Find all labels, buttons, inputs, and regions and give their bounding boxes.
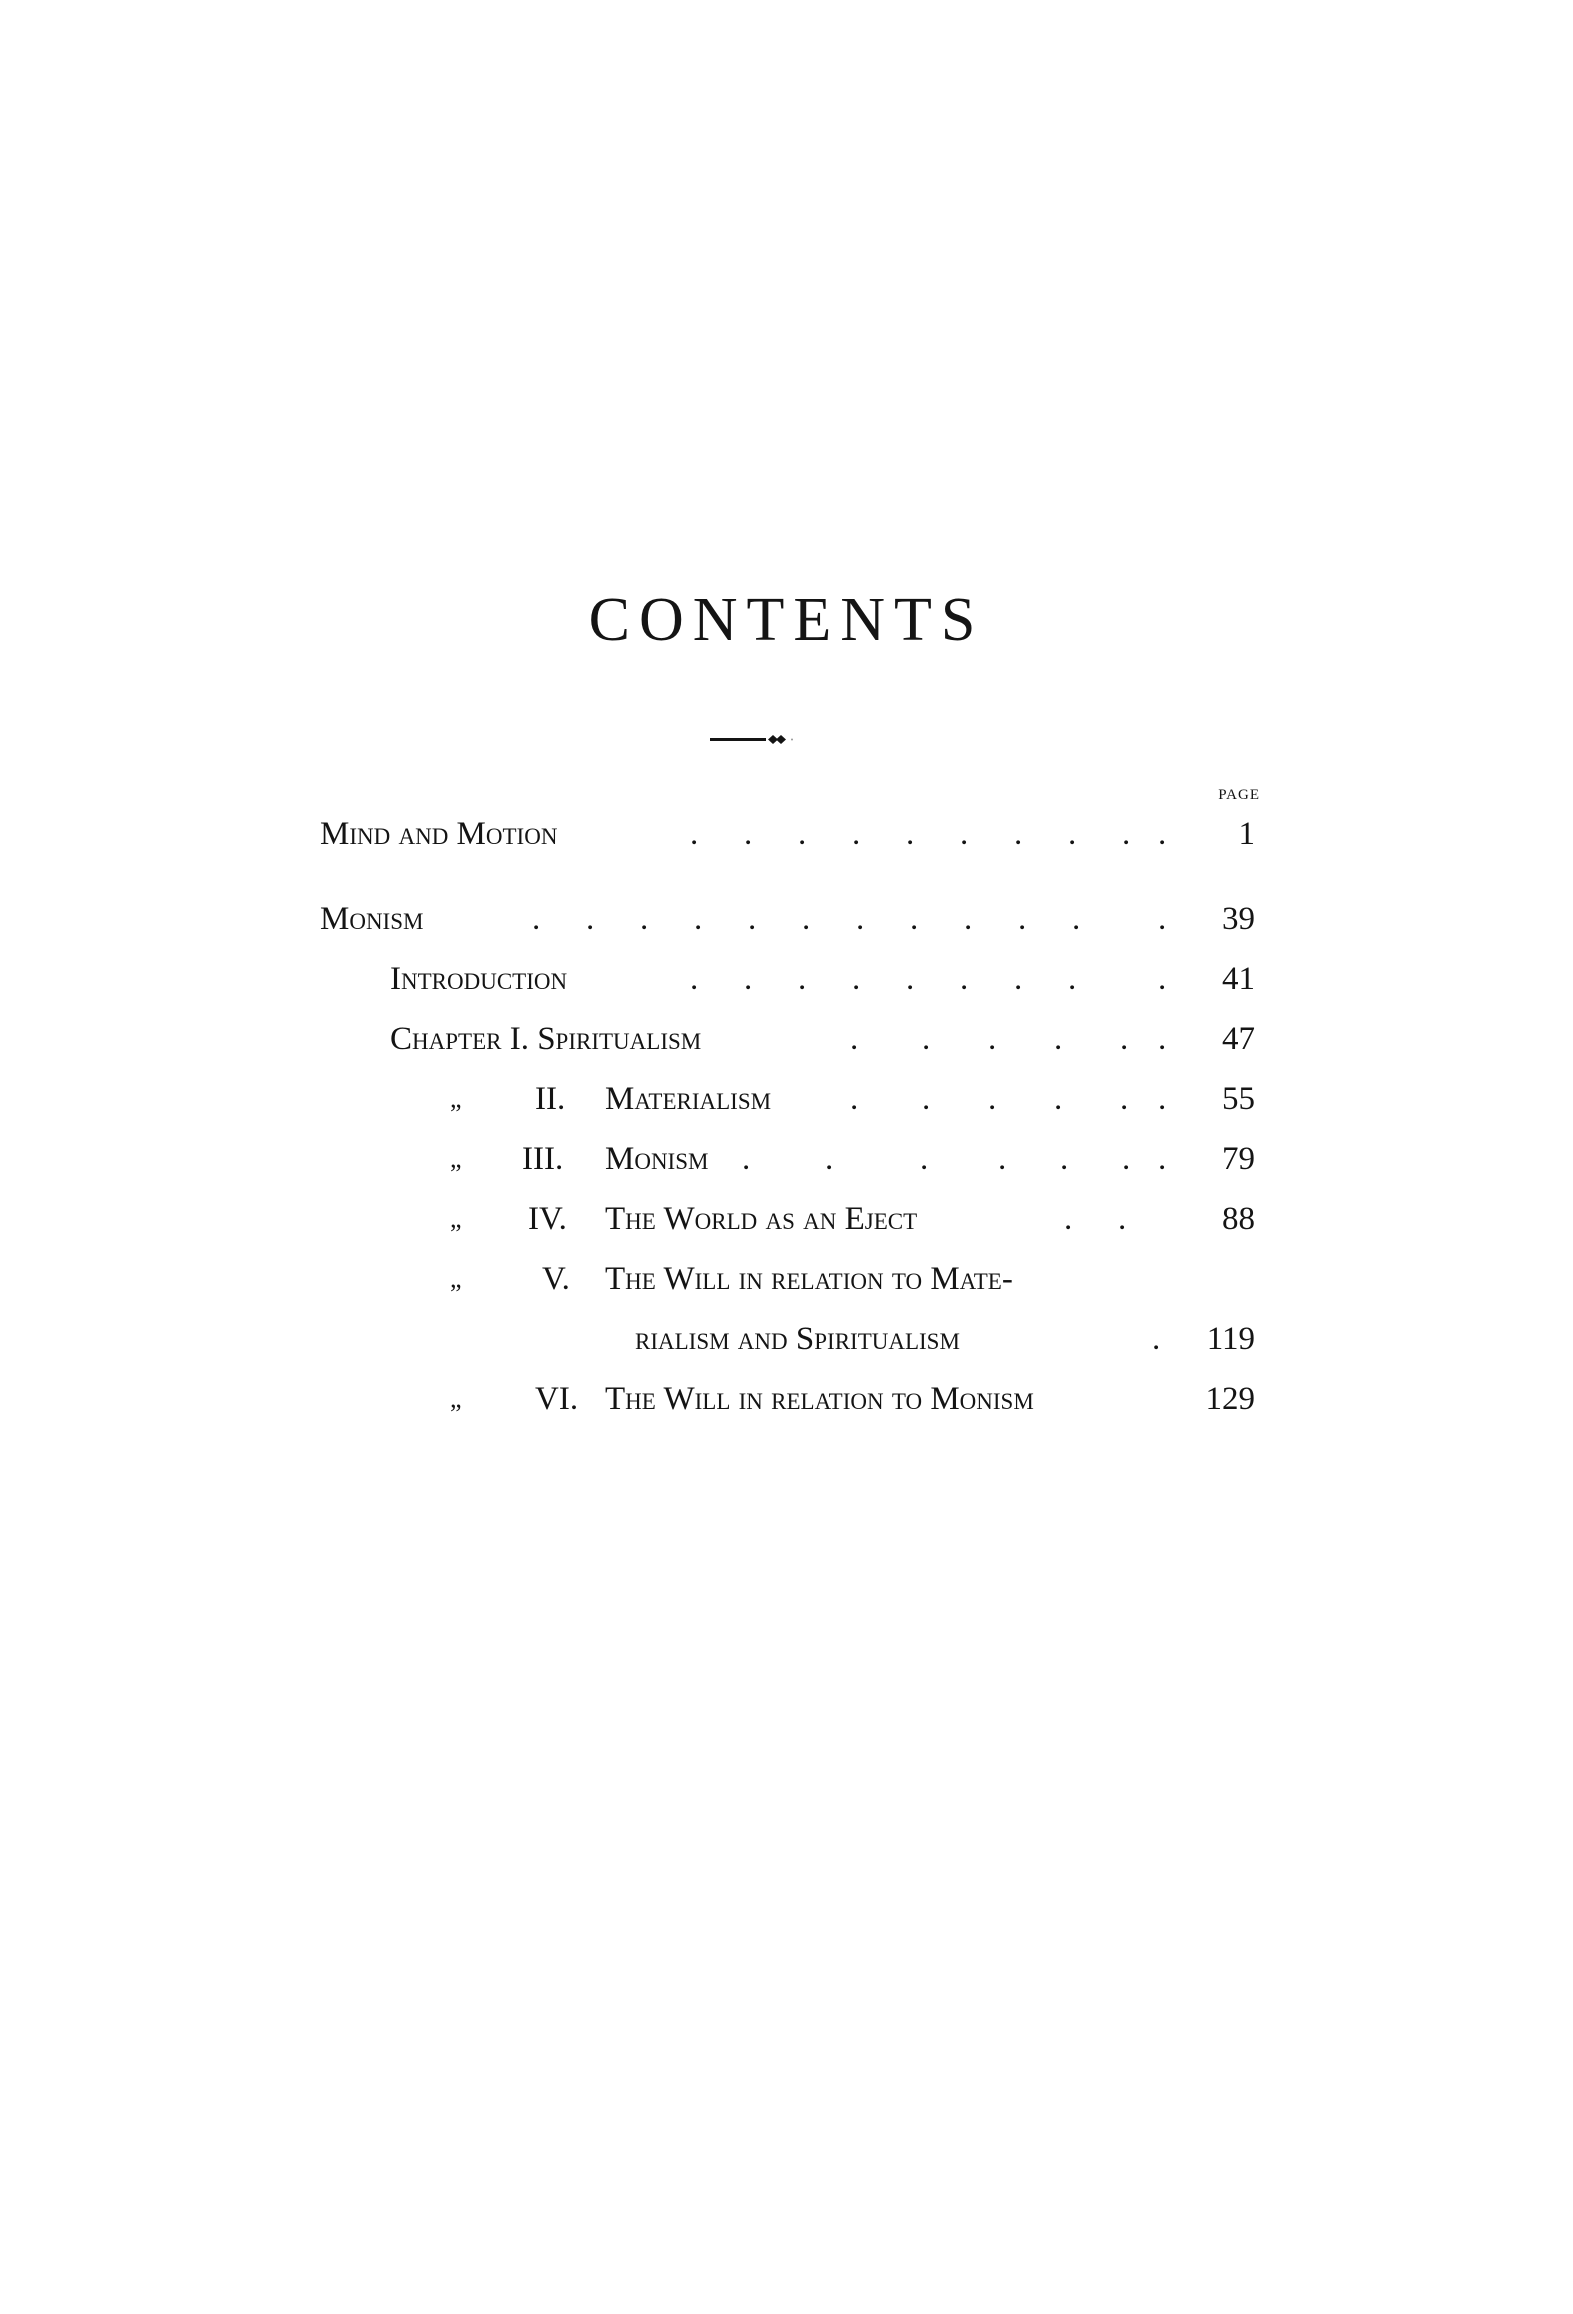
ditto-mark: „ [450,1264,462,1293]
ditto-mark: „ [450,1384,462,1413]
toc-entry-label: Materialism [605,1081,772,1117]
toc-entry-page: 129 [1205,1381,1255,1417]
page-column-label: PAGE [1218,787,1260,803]
toc-entry-chapter-5-continued: rialism and Spiritualism . 119 [450,1318,1280,1360]
chapter-number: V. [542,1261,570,1297]
toc-entry-page: 1 [1238,816,1255,852]
toc-entry-label: Introduction [390,961,568,997]
toc-entry-page: 41 [1222,961,1255,997]
toc-entry-label: The Will in relation to Monism [605,1381,1034,1417]
toc-entry-monism: Monism . . . . . . . . . . . . 39 [320,898,1280,940]
toc-entry-page: 88 [1222,1201,1255,1237]
contents-heading: CONTENTS [588,586,985,654]
toc-entry-mind-and-motion: Mind and Motion . . . . . . . . . . 1 [320,813,1280,855]
toc-entry-chapter-2: „ II. Materialism . . . . . . 55 [450,1078,1280,1120]
toc-entry-page: 39 [1222,901,1255,937]
toc-entry-chapter-5 [450,1258,1280,1300]
toc-entry-page: 55 [1222,1081,1255,1117]
toc-entry-chapter-3: „ III. Monism . . . . . . . 79 [450,1138,1280,1180]
chapter-number: III. [522,1141,564,1177]
chapter-number: II. [535,1081,566,1117]
toc-entry-label: Monism [320,901,424,937]
toc-entry-label: Chapter I. Spiritualism [390,1021,702,1057]
toc-entry-page: 119 [1206,1321,1255,1357]
toc-entry-page: 47 [1222,1021,1255,1057]
toc-entry-chapter-6 [450,1378,1280,1420]
ornament-divider-icon [710,733,830,745]
ditto-mark: „ [450,1144,462,1173]
ditto-mark: „ [450,1084,462,1113]
chapter-number: VI. [535,1381,579,1417]
toc-entry-label: Monism [605,1141,709,1177]
toc-entry-label-continued: rialism and Spiritualism [635,1321,960,1357]
toc-entry-introduction: Introduction . . . . . . . . . 41 [390,958,1280,1000]
toc-entry-label: Mind and Motion [320,816,558,852]
toc-entry-label: The Will in relation to Mate- [605,1261,1013,1297]
toc-entry-chapter-1: Chapter I. Spiritualism . . . . . . 47 [390,1018,1280,1060]
chapter-number: IV. [528,1201,567,1237]
toc-entry-page: 79 [1222,1141,1255,1177]
toc-entry-label: The World as an Eject [605,1201,918,1237]
ditto-mark: „ [450,1204,462,1233]
toc-entry-chapter-4: „ IV. The World as an Eject . . 88 [450,1198,1280,1240]
